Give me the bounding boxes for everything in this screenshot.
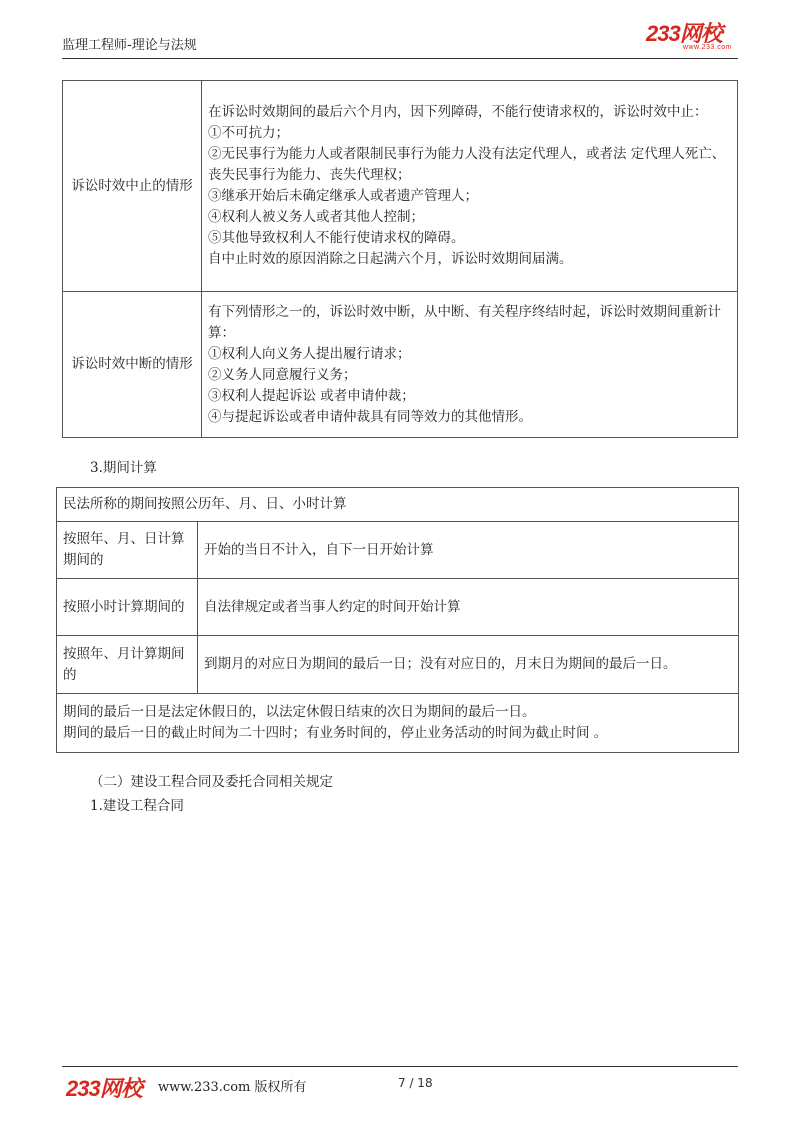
row-content: 自法律规定或者当事人约定的时间开始计算 [198,579,739,636]
logo-text: 233网校 [646,21,722,46]
brand-logo [646,22,736,56]
table-row [57,488,739,522]
row-label: 按照小时计算期间的 [57,579,198,636]
content-line: ③继承开始后未确定继承人或者遗产管理人； [208,188,478,204]
table-row [57,636,739,694]
table-intro: 民法所称的期间按照公历年、月、日、小时计算 [57,488,739,522]
footer-divider [62,1066,738,1067]
section-heading: （二）建设工程合同及委托合同相关规定 [90,774,333,790]
logo-url: www.233.com [682,44,732,51]
table-row [63,81,738,292]
statute-limitation-table [62,80,738,438]
footer-copyright: www.233.com 版权所有 [158,1080,307,1095]
content-line: 有下列情形之一的，诉讼时效中断，从中断、有关程序终结时起，诉讼时效期间重新计算： [208,303,721,341]
content-line: ①不可抗力； [208,125,289,141]
table-row [57,579,739,636]
table-row [63,292,738,438]
row-label: 按照年、月、日计算期间的 [57,522,198,579]
content-line: 在诉讼时效期间的最后六个月内，因下列障碍，不能行使请求权的，诉讼时效中止： [208,104,708,120]
page-header [62,21,738,59]
content-line: ④与提起诉讼或者申请仲裁具有同等效力的其他情形。 [208,408,532,425]
row-label: 诉讼时效中止的情形 [63,81,202,292]
content-line: ①权利人向义务人提出履行请求； [208,345,411,362]
content-line: 自中止时效的原因消除之日起满六个月，诉讼时效期间届满。 [208,251,573,267]
subsection-heading: 1.建设工程合同 [90,798,184,814]
page-number: 7 / 18 [398,1076,433,1090]
table-row [57,522,739,579]
table-row [57,694,739,753]
row-label: 诉讼时效中断的情形 [63,292,202,438]
footer-logo: 233网校 [66,1076,142,1101]
row-content: 到期月的对应日为期间的最后一日；没有对应日的，月末日为期间的最后一日。 [198,636,739,694]
content-line: ④权利人被义务人或者其他人控制； [208,209,424,225]
row-label: 按照年、月计算期间的 [57,636,198,694]
content-line: ②无民事行为能力人或者限制民事行为能力人没有法定代理人，或者法 定代理人死亡、丧失民事行为能力、丧失代理权； [208,146,726,183]
content-line: ②义务人同意履行义务； [208,366,357,383]
content-line: ③权利人提起诉讼 或者申请仲裁； [208,387,415,404]
table-footnote [57,694,739,753]
footnote-line: 期间的最后一日的截止时间为二十四时；有业务时间的，停止业务活动的时间为截止时间 。 [63,725,608,741]
content-line: ⑤其他导致权利人不能行使请求权的障碍。 [208,230,465,246]
footnote-line: 期间的最后一日是法定休假日的，以法定休假日结束的次日为期间的最后一日。 [63,704,536,720]
period-calculation-table [56,487,739,753]
row-content [202,292,738,438]
document-title: 监理工程师-理论与法规 [62,38,197,53]
section-heading: 3.期间计算 [90,460,157,476]
row-content [202,81,738,292]
row-content: 开始的当日不计入，自下一日开始计算 [198,522,739,579]
